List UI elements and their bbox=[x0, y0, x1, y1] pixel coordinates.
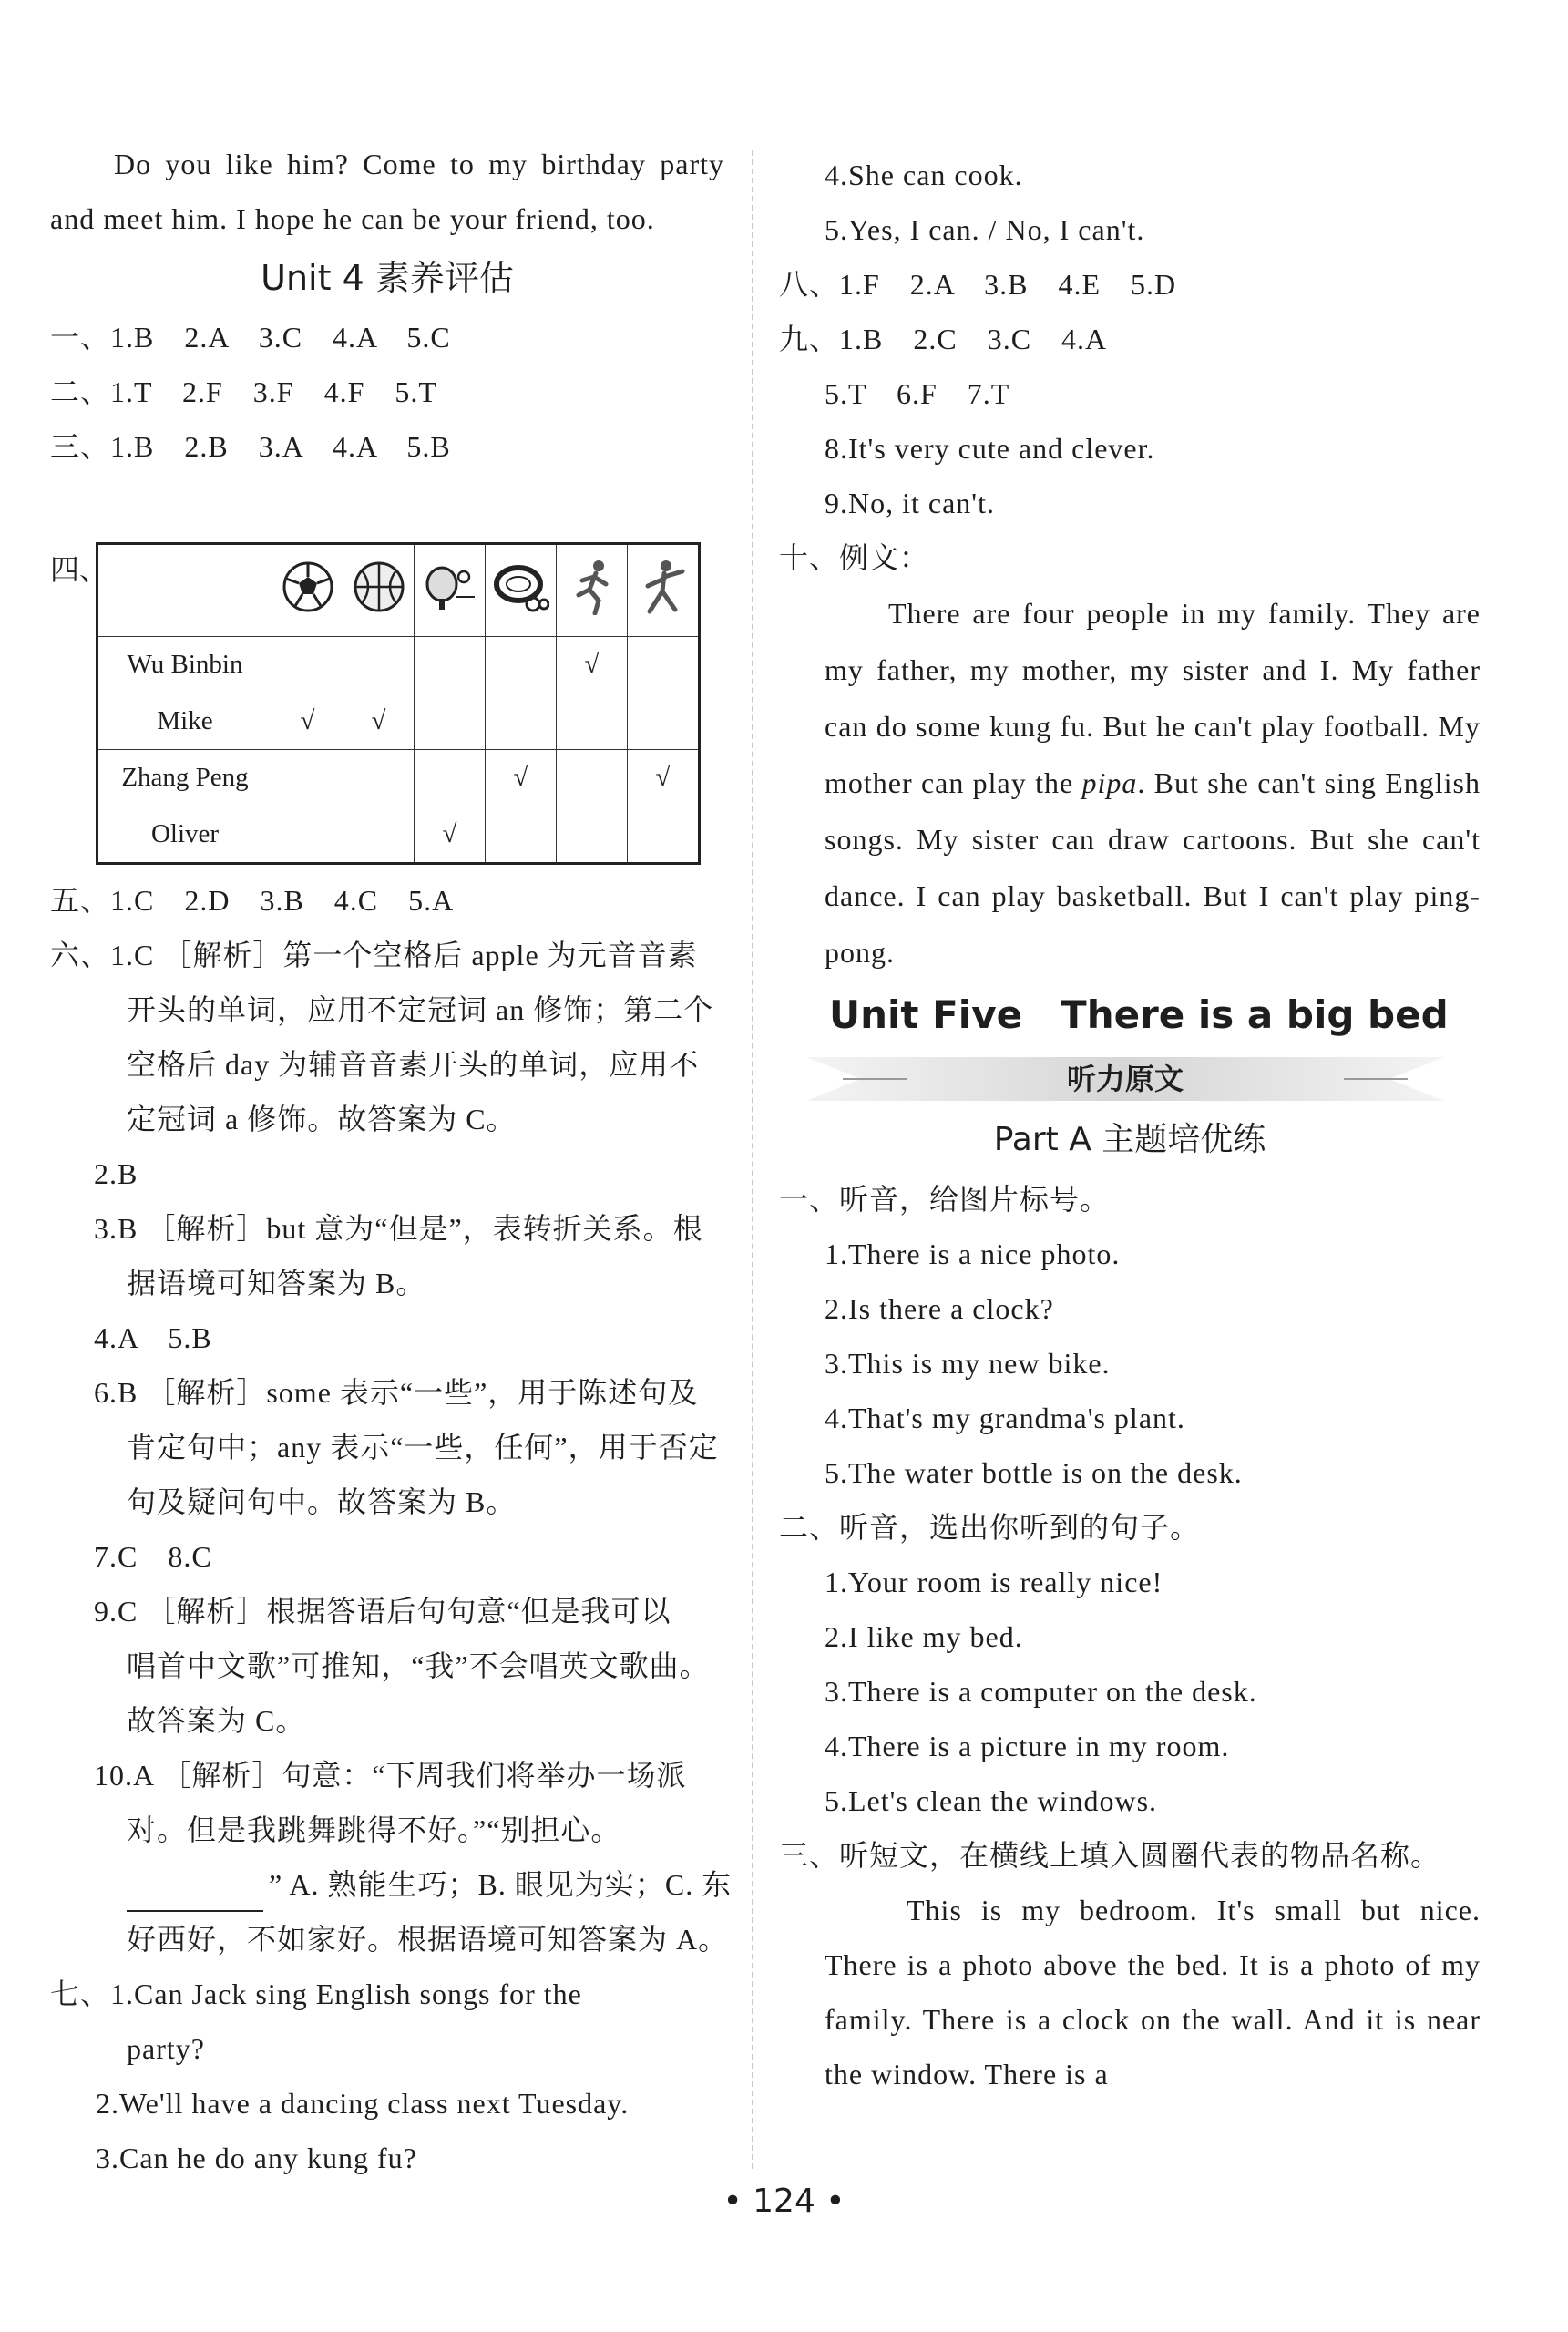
listening-q3-text: This is my bedroom. It's small but nice. There is a photo above the bed. It is a photo of my family. There is a clock on the wall. And it is near the window. There is a bbox=[825, 1894, 1481, 2091]
answer-q6-6: 6.B ［解析］some 表示“一些”，用于陈述句及 bbox=[94, 1376, 699, 1409]
answer-q6-10-cont: 对。但是我跳舞跳得不好。”“别担心。 bbox=[127, 1813, 621, 1846]
unit4-heading: Unit 4 素养评估 bbox=[261, 258, 514, 298]
answer-q8: 八、1.F 2.A 3.B 4.E 5.D bbox=[779, 268, 1177, 301]
answer-q6-4: 4.A 5.B bbox=[94, 1321, 212, 1354]
intro-paragraph: Do you like him? Come to my birthday party and meet him. I hope he can be your friend, too. bbox=[50, 148, 724, 235]
listening-q3-title: 三、听短文，在横线上填入圆圈代表的物品名称。 bbox=[779, 1839, 1441, 1872]
tick-cell bbox=[557, 693, 628, 750]
tick-cell: √ bbox=[486, 750, 557, 806]
answer-q9: 九、1.B 2.C 3.C 4.A bbox=[779, 323, 1108, 355]
answer-q6-2: 2.B bbox=[94, 1157, 138, 1190]
answer-q7-4: 4.She can cook. bbox=[825, 159, 1023, 191]
answer-q6-1-cont: 定冠词 a 修饰。故答案为 C。 bbox=[127, 1103, 517, 1135]
row-name: Mike bbox=[97, 693, 272, 750]
answer-q4-label: 四、 bbox=[50, 553, 109, 586]
tick-cell bbox=[628, 806, 700, 864]
list-item: 5.The water bottle is on the desk. bbox=[825, 1456, 1243, 1489]
row-name: Zhang Peng bbox=[97, 750, 272, 806]
answer-q9-9: 9.No, it can't. bbox=[825, 487, 995, 519]
answer-q6-9-cont: 唱首中文歌”可推知，“我”不会唱英文歌曲。 bbox=[127, 1649, 710, 1682]
tick-cell bbox=[343, 750, 415, 806]
table-row bbox=[97, 806, 700, 864]
tick-cell bbox=[557, 806, 628, 864]
list-item: 4.That's my grandma's plant. bbox=[825, 1402, 1185, 1434]
answer-q6-10-options: ” A. 熟能生巧；B. 眼见为实；C. 东 bbox=[269, 1868, 733, 1901]
tick-cell bbox=[415, 750, 486, 806]
answer-q6-10-cont: 好西好，不如家好。根据语境可知答案为 A。 bbox=[127, 1923, 729, 1956]
essay-text: There are four people in my family. They are my father, my mother, my sister and I. My father can do some kung fu. But he can't play football. My mother can play the bbox=[825, 597, 1481, 799]
running-icon bbox=[557, 544, 628, 637]
list-item: 3.There is a computer on the desk. bbox=[825, 1675, 1257, 1708]
answer-q6-1: 六、1.C ［解析］第一个空格后 apple 为元音音素 bbox=[50, 939, 698, 971]
answer-q6-6-cont: 肯定句中；any 表示“一些，任何”，用于否定 bbox=[127, 1431, 719, 1464]
answer-q6-7: 7.C 8.C bbox=[94, 1540, 212, 1573]
list-item: 5.Let's clean the windows. bbox=[825, 1784, 1158, 1817]
list-item: 2.Is there a clock? bbox=[825, 1292, 1054, 1325]
tick-cell bbox=[272, 637, 343, 693]
tick-cell bbox=[557, 750, 628, 806]
table-row bbox=[97, 637, 700, 693]
tick-cell bbox=[486, 693, 557, 750]
answer-q9-8: 8.It's very cute and clever. bbox=[825, 432, 1155, 465]
row-name: Wu Binbin bbox=[97, 637, 272, 693]
tick-cell: √ bbox=[343, 693, 415, 750]
tick-cell bbox=[486, 637, 557, 693]
tick-cell bbox=[272, 806, 343, 864]
answer-q9-cont: 5.T 6.F 7.T bbox=[825, 377, 1010, 410]
tick-cell bbox=[628, 693, 700, 750]
list-item: 2.I like my bed. bbox=[825, 1620, 1023, 1653]
tick-cell bbox=[415, 693, 486, 750]
right-column bbox=[779, 148, 1481, 2101]
page-number: • 124 • bbox=[723, 2183, 845, 2220]
row-name: Oliver bbox=[97, 806, 272, 864]
table-corner-cell bbox=[97, 544, 272, 637]
listening-q3-paragraph bbox=[779, 1883, 1481, 2101]
list-item: 4.There is a picture in my room. bbox=[825, 1730, 1230, 1762]
listening-banner bbox=[806, 1053, 1444, 1104]
tick-cell: √ bbox=[415, 806, 486, 864]
answer-q6-1-cont: 空格后 day 为辅音音素开头的单词，应用不 bbox=[127, 1048, 700, 1081]
answer-q3: 三、1.B 2.B 3.A 4.A 5.B bbox=[50, 430, 451, 463]
left-column bbox=[50, 137, 724, 474]
fill-blank bbox=[127, 1883, 263, 1912]
football-icon bbox=[272, 544, 343, 637]
list-item: 3.This is my new bike. bbox=[825, 1347, 1111, 1380]
tick-cell bbox=[343, 637, 415, 693]
answer-q10-label: 十、例文： bbox=[779, 541, 930, 574]
table-row bbox=[97, 693, 700, 750]
page-number-value: 124 bbox=[753, 2183, 815, 2220]
tick-cell bbox=[628, 637, 700, 693]
answer-q6-9: 9.C ［解析］根据答语后句句意“但是我可以 bbox=[94, 1595, 671, 1628]
answer-q6-10-cont bbox=[50, 1857, 733, 1912]
answer-q7-1: 七、1.Can Jack sing English songs for the bbox=[50, 1978, 582, 2010]
tick-cell bbox=[272, 750, 343, 806]
tick-cell: √ bbox=[628, 750, 700, 806]
left-column-lower bbox=[50, 873, 733, 2185]
ping-pong-icon bbox=[415, 544, 486, 637]
answer-q1: 一、1.B 2.A 3.C 4.A 5.C bbox=[50, 321, 451, 354]
answer-q5: 五、1.C 2.D 3.B 4.C 5.A bbox=[50, 884, 455, 917]
essay-pipa: pipa bbox=[1081, 766, 1138, 799]
answer-q6-3-cont: 据语境可知答案为 B。 bbox=[127, 1267, 426, 1300]
list-item: 1.Your room is really nice! bbox=[825, 1566, 1163, 1598]
kung-fu-icon bbox=[628, 544, 700, 637]
table-header-row bbox=[97, 544, 700, 637]
answer-q2: 二、1.T 2.F 3.F 4.F 5.T bbox=[50, 375, 437, 408]
basketball-icon bbox=[343, 544, 415, 637]
tick-cell bbox=[486, 806, 557, 864]
answer-q7-5: 5.Yes, I can. / No, I can't. bbox=[825, 213, 1145, 246]
sports-table bbox=[96, 542, 701, 865]
tick-cell: √ bbox=[557, 637, 628, 693]
answer-q7-2: 2.We'll have a dancing class next Tuesday. bbox=[96, 2087, 630, 2120]
tick-cell bbox=[343, 806, 415, 864]
banner-label: 听力原文 bbox=[1066, 1062, 1184, 1096]
answer-q6-6-cont: 句及疑问句中。故答案为 B。 bbox=[127, 1485, 517, 1518]
table-row bbox=[97, 750, 700, 806]
unit5-heading: Unit Five There is a big bed bbox=[829, 992, 1449, 1037]
answer-q6-10: 10.A ［解析］句意：“下周我们将举办一场派 bbox=[94, 1759, 687, 1792]
answer-q7-3: 3.Can he do any kung fu? bbox=[96, 2142, 417, 2174]
answer-q6-1-cont: 开头的单词，应用不定冠词 an 修饰；第二个 bbox=[127, 993, 714, 1026]
answer-q6-9-cont: 故答案为 C。 bbox=[127, 1704, 306, 1737]
tick-cell: √ bbox=[272, 693, 343, 750]
answer-q6-3: 3.B ［解析］but 意为“但是”，表转折关系。根 bbox=[94, 1212, 703, 1245]
listening-q2-title: 二、听音，选出你听到的句子。 bbox=[779, 1511, 1201, 1544]
part-a-heading: Part A 主题培优练 bbox=[993, 1121, 1266, 1158]
answer-q7-1-cont: party? bbox=[127, 2032, 205, 2065]
swim-ring-goggles-icon bbox=[486, 544, 557, 637]
column-divider bbox=[752, 150, 753, 2169]
tick-cell bbox=[415, 637, 486, 693]
listening-q1-title: 一、听音，给图片标号。 bbox=[779, 1183, 1111, 1216]
essay-text: . But she can't sing English songs. My sister can draw cartoons. But she can't dance. I can play basketball. But I can't play ping-pong. bbox=[825, 766, 1481, 969]
list-item: 1.There is a nice photo. bbox=[825, 1238, 1121, 1270]
sample-essay bbox=[779, 585, 1481, 981]
